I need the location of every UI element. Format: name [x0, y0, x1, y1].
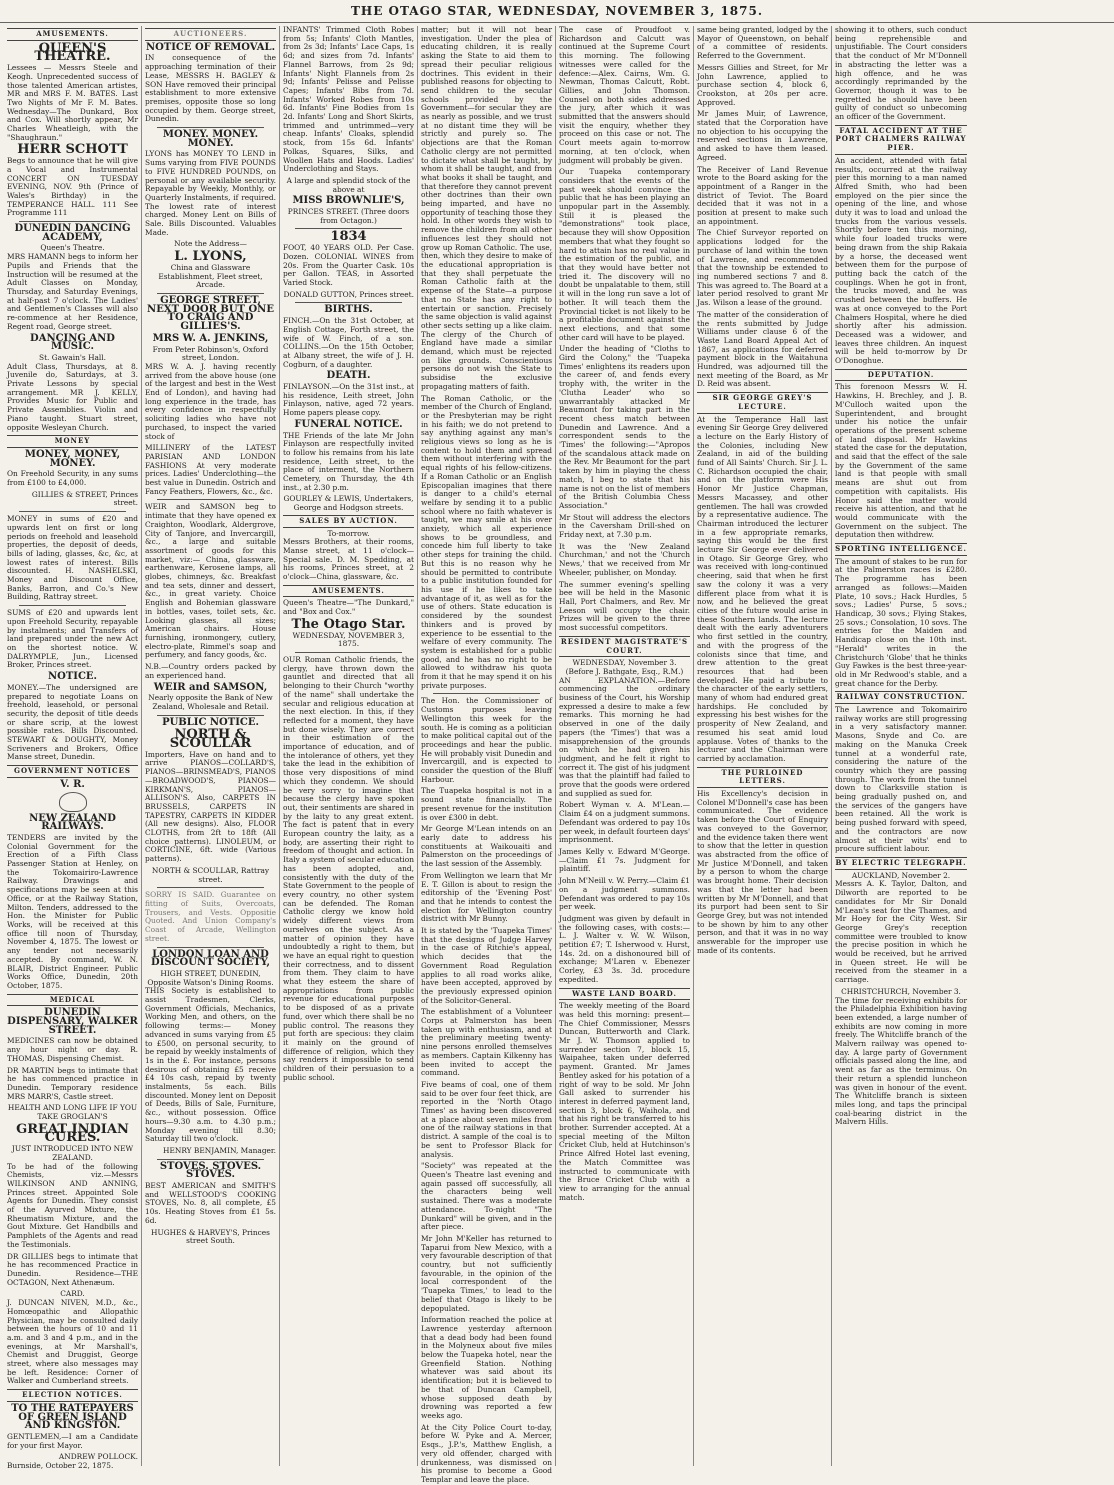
section-heading: AMUSEMENTS.: [7, 28, 138, 41]
ad-signature: HUGHES & HARVEY'S, Princes street South.: [151, 1227, 270, 1246]
ad-heading: PUBLIC NOTICE.: [162, 716, 259, 728]
section-heading: AUCTIONEERS.: [145, 28, 276, 41]
news-paragraph: Judgment was given by default in the following cases, with costs:—L. J. Walter v. W. W. Wilson, petition £7; T. Isherwood v. Hurst, 14s. 2d. on a dishonoured bill of exchange; M'Laren v. Ebenezer Corley, £3 3s. 3d. procedure expedited.: [559, 913, 690, 984]
news-paragraph: The establishment of a Volunteer Corps at Palmerston has been taken up with enthusiasm, and at the preliminary meeting twenty-nine persons enrolled themselves as members. Captain Kilkenny has been invited to accept the command.: [421, 1007, 552, 1078]
news-paragraph: The Hon. the Commissioner of Customs purposes leaving Wellington this week for the south. He is coming as a politician to make political capital out of the proceedings and hear the public. He will probably visit Dunedin and Invercargill, and is expected to consider the question of the Bluff Harbour.: [421, 696, 552, 784]
news-paragraph: Five beams of coal, one of them said to be over four feet thick, are reported in the 'North Otago Times' as having been discovered at a place about seven miles from one of the railway stations in that district. A sample of the coal is to be sent to Professor Black for analysis.: [421, 1079, 552, 1159]
ad-subheading: JUST INTRODUCED INTO NEW ZEALAND.: [11, 1144, 134, 1162]
ad-signature: ANDREW POLLOCK.: [58, 1452, 138, 1462]
news-paragraph: The matter of the consideration of the rents submitted by Judge Williams under clause 6 of the Waste Land Board Appeal Act of 1867, as applications for deferred payment block in the Waitahuna Hundred, was adjourned till the next meeting of the Board, as Mr D. Reid was absent.: [697, 309, 828, 389]
ad-text: Importers, Have on hand and to arrive PIANOS—COLLARD'S, PIANOS—BRINSMEAD'S, PIANOS—BROADWOOD'S, PIANOS—KIRKMAN'S, PIANOS—ALLISON'S. Also, CARPETS IN BRUSSELS, CARPETS IN TAPESTRY, CARPETS IN KIDDER (All new designs). Also, FLOOR CLOTHS, from 2ft to 18ft (All choice patterns). LINOLEUM, or CORTICINE, 6ft. wide (Various patterns).: [145, 749, 276, 864]
news-paragraph: The time for receiving exhibits for the Philadelphia Exhibition having been extended, a large number of exhibits are now coming in more freely. The Whitcliffe branch of the Malvern railway was opened to-day. A large party of Government officials passed along the line, and went as far as the terminus. On their return a splendid luncheon was given in honour of the event. The Whitcliffe branch is sixteen miles long, and taps the principal coal-bearing district in the Malvern Hills.: [835, 995, 967, 1127]
ad-text: THIS Society is established to assist Tradesmen, Clerks, Government Officials, Mechanics, Working Men, and others, on the following terms:— Money advanced in sums varying from £5 to £500, on personal security, to be repaid by weekly instalments of 1s in the £. For instance, persons desirous of obtaining £5 receive £4 10s cash, repaid by twenty instalments, 5s each. Bills discounted. Money lent on Deposit of Deeds, Bills of Sale, Furniture, &c., without possession. Office hours—9.30 a.m. to 4.30 p.m.; Monday evening till 8.30; Saturday till two o'clock.: [145, 986, 276, 1144]
section-heading: SIR GEORGE GREY'S LECTURE.: [697, 392, 828, 413]
ad-subheading: Note the Address—: [174, 239, 247, 249]
notice-heading: DEATH.: [326, 370, 371, 382]
ad-text: Lessees — Messrs Steele and Keogh. Unprecedented success of those talented American artistes, MR and MRS F. M. BATES. Last Two Nights of Mr F. M. Bates. Wednesday—The Dunkard, Box and Cox. Will shortly appear, Mr Charles Wheatleigh, with the "Shaughraun.": [7, 63, 138, 142]
ad-heading: L. LYONS,: [174, 249, 247, 265]
ad-text: TENDERS are invited by the Colonial Government for the Erection of a Fifth Class Passenger Station at Henley, on the Tokomairiro-Lawrence Railway. Drawings and specifications may be seen at this Office, or at the Railway Station, Milton. Tenders, addressed to the Hon. the Minister for Public Works, will be received at this office till noon of Thursday, November 4, 1875. The lowest or any tender not necessarily accepted. By command, W. N. BLAIR, District Engineer. Public Works Office, Dunedin, 20th October, 1875.: [7, 832, 138, 990]
ad-heading: WEIR and SAMSON,: [153, 681, 268, 693]
section-heading: SALES BY AUCTION.: [283, 515, 414, 528]
ad-heading: DUNEDIN DISPENSARY, WALKER STREET.: [7, 1007, 138, 1036]
column-2: [142, 26, 280, 1466]
ad-text: GENTLEMEN,—I am a Candidate for your first Mayor.: [7, 1431, 138, 1450]
news-paragraph: Messrs Gillies and Street, for Mr John Lawrence, applied to purchase section 4, block 6, Crookston, at 20s per acre. Approved.: [697, 62, 828, 107]
notice-text: THE Friends of the late Mr John Finlayson are respectfully invited to follow his remains from his late residence, Leith street, to the place of interment, the Northern Cemetery, on Thursday, the 4th inst., at 2.30 p.m.: [283, 430, 414, 492]
ad-heading: NEW ZEALAND RAILWAYS.: [29, 812, 116, 833]
news-paragraph: "Society" was repeated at the Queen's Theatre last evening and again passed off successfully, all the characters being well sustained. There was a moderate attendance. To-night "The Dunkard" will be given, and in the after piece.: [421, 1161, 552, 1232]
divider: [157, 1159, 264, 1160]
section-heading: SPORTING INTELLIGENCE.: [835, 543, 967, 556]
divider: [295, 302, 402, 303]
royal-cypher: V. R.: [60, 778, 85, 790]
ad-text: MRS W. A. J. having recently arrived from the above house (one of the largest and best in the West End of London), and having had long experience in the trade, has every confidence in respectfully soliciting ladies who have not purchased, to inspect the varied stock of: [145, 361, 276, 441]
column-6: [694, 26, 832, 1466]
ad-text: MILLINERY of the LATEST PARISIAN AND LONDON FASHIONS At very moderate prices. Ladies' Underclothing—the best value in Dunedin. Ostrich and Fancy Feathers, Flowers, &c., &c.: [145, 443, 276, 496]
notice-text: FINCH.—On the 31st October, at English Cottage, Forth street, the wife of W. Finch, of a son. COLLINS.—On the 15th October, at Albany street, the wife of J. H. Cogburn, of a daughter.: [283, 316, 414, 369]
divider: [295, 652, 402, 653]
section-heading: WASTE LAND BOARD.: [559, 988, 690, 1001]
ad-text: DR GILLIES begs to intimate that he has recommenced Practice in Dunedin. Residence—THE OCTAGON, Next Athenæum.: [7, 1251, 138, 1287]
court-before: (Before J. Bathgate, Esq., R.M.): [565, 666, 684, 676]
ad-heading: HEALTH AND LONG LIFE IF YOU TAKE GROGLAN'S: [7, 1103, 138, 1122]
news-paragraph: The weekly meeting of the Board was held this morning: present—The Chief Commissioner, Messrs Duncan, Butterworth and Clark. Mr J. W. Thomson applied to surrender section 7, block 15, Waipahee, taken under deferred payment. Granted. Mr James Bentley asked for his potation of a right of way to be sold. Mr John Gall asked to surrender his interest in deferred payment land, section 3, block 6, Waihola, and that his right be transferred to his brother. Surrender accepted. At a special meeting of the Milton Cricket Club, held at Hutchinson's Prince Alfred Hotel last evening, the Match Committee was instructed to communicate with the Bruce Cricket Club with a view to arranging for the annual match.: [559, 1001, 690, 1202]
ad-text: INFANTS' Trimmed Cloth Robes from 5s; Infants' Cloth Mantles, from 2s 3d; Infants' Lace Caps, 1s 6d; and sizes from 7d. Infants' Flannel Barrows, from 2s 9d; Infants' Night Flannels from 2s 9d; Infants' Pelisse and Pelisse Capes; Infants' Bibs from 7d. Infants' Worked Robes from 10s 6d. Infants' Fine Bodies from 1s 2d. Infants' Long and Short Skirts, trimmed and untrimmed—very cheap. Infants' Cloaks, splendid stock, from 15s 6d. Infants' Polkas, Squares, Silks, and Woollen Hats and Hoods. Ladies' Underclothing and Stays.: [283, 25, 414, 174]
news-paragraph: The Chief Surveyor reported on applications lodged for the purchase of land within the town of Lawrence, and recommended that the township be extended to ing numbered sections 7 and 8. This was agreed to. The Board at a later period resolved to grant Mr Jas. Wilson a lease of the ground.: [697, 228, 828, 308]
column-4: [418, 25, 556, 1484]
ad-heading: DANCING AND MUSIC.: [30, 332, 115, 353]
ad-heading: HERR SCHOTT: [17, 142, 128, 158]
news-paragraph: Mr George M'Lean intends on an early date to address his constituents at Waikouaiti and Palmerston on the proceedings of the last session of the Assembly.: [421, 824, 552, 869]
news-paragraph: Information reached the police at Lawrence yesterday afternoon that a dead body had been found in the Molyneux about five miles below the Tuapeka hotel, near the Greenfield Station. Nothing whatever was said about its identification; but it is believed to be that of Duncan Campbell, whose supposed death by drowning was reported a few weeks ago.: [421, 1315, 552, 1420]
news-paragraph: Under the heading of "Cloths to Gird the Colony," the 'Tuapeka Times' enlightens its readers upon the career of, and fends every trophy with, the writer in the 'Clutha Leader' who so unwarrantably attacked Mr Beaumont for taking part in the recent chess match between Dunedin and Lawrence. And a correspondent sends to the 'Times' the following:—"Apropos of the scandalous attack made on the Rev. Mr Beaumont for the part taken by him in playing the chess match, I beg to state that his name is not on the list of members of the British Columbia Chess Association.": [559, 344, 690, 510]
ad-text: MONEY in sums of £20 and upwards lent on first or long periods on freehold and leasehold properties, the deposit of deeds, bills of lading, glasses, &c, &c, at lowest rates of interest. Bills discounted. H. NASHELSKI, Money and Discount Office, Banks, Barron, and Co.'s New Building, Rattray street.: [7, 514, 138, 602]
column-7: [832, 26, 970, 1466]
ad-date: Burnside, October 22, 1875.: [7, 1461, 114, 1471]
divider: [157, 887, 264, 888]
news-paragraph: At the Temperance Hall last evening Sir George Grey delivered a lecture on the Early History of the Colonies, including New Zealand, in aid of the building fund of All Saints' Church. Sir J. L. C. Richardson occupied the chair, and on the platform were His Honor Mr Justice Chapman, Messrs Macassey, and other gentlemen. The hall was crowded by a representative audience. The Chairman introduced the lecturer in a few appropriate remarks, saying this would be the first lecture Sir George ever delivered in Otago. Sir George Grey, who was received with long-continued cheering, said that when he first saw the colony it was a very different place from what it is now, and he believed the great cities of the future would arise in these Southern lands. The lecture dealt with the early adventurers who first settled in the country, and with the progress of the colonists since that time, and drew attention to the great resources that had been developed. He paid a tribute to the character of the early settlers, many of whom had endured great hardships. He concluded by expressing his best wishes for the prosperity of New Zealand, and resumed his seat amid loud applause. Votes of thanks to the lecturer and the Chairman were carried by acclamation.: [697, 414, 828, 763]
section-heading: ELECTION NOTICES.: [7, 1389, 138, 1402]
ad-text: Begs to announce that he will give a Vocal and Instrumental CONCERT ON TUESDAY EVENING, NOV. 9th (Prince of Wales's Birthday) in the TEMPERANCE HALL. 111 See Programme 111: [7, 156, 138, 218]
ad-text: LYONS has MONEY TO LEND in Sums varying from FIVE POUNDS to FIVE HUNDRED POUNDS, on personal or any available security. Repayable by Weekly, Monthly, or Quarterly Instalments, if required. The lowest rate of interest charged. Money Lent on Bills of Sale. Bills Discounted. Valuables Made.: [145, 149, 276, 237]
notice-heading: BIRTHS.: [324, 304, 373, 316]
news-paragraph: It was the 'New Zealand Churchman,' and not the 'Church News,' that we received from Mr Wheeler, publisher, on Monday.: [559, 541, 690, 577]
ad-text: MRS HAMANN begs to inform her Pupils and Friends that the Instruction will be resumed at the Adult Classes on Monday, Thursday, and Saturday Evenings, at half-past 7 o'clock. The Ladies' and Gentlemen's Classes will also re-commence at her Residence, Regent road, George street.: [7, 252, 138, 331]
news-paragraph: This forenoon Messrs W. H. Hawkins, H. Brechley, and J. B. M'Culloch waited upon the Superintendent, and brought under his notice the unfair operations of the present scheme of land disposal. Mr Hawkins stated the case for the deputation, and said that the effect of the sale by the Government of the same land is that people with small means are shut out from competition with capitalists. His Honor said the matter would receive his attention, and that he would communicate with the Government on the subject. The deputation then withdrew.: [835, 382, 967, 540]
notice-heading: FUNERAL NOTICE.: [294, 418, 403, 430]
notice-text: Messrs Brothers, at their rooms, Manse street, at 11 o'clock—Special sale. D. M. Spedding, at his rooms, Princes street, at 2 o'clock—China, glassware, &c.: [283, 537, 414, 582]
divider: [19, 221, 126, 222]
ad-text: J. DUNCAN NIVEN, M.D., &c., Homœopathic and Allopathic Physician, may be consulted daily between the hours of 10 and 11 a.m. and 3 and 4 p.m., and in the evenings, at Mr Marshall's, Chemist and Druggist, George street, where also messages may be left. Residence: Corner of Walker and Cumberland streets.: [7, 1298, 138, 1386]
ad-signature: GOURLEY & LEWIS, Undertakers, George and Hodgson streets.: [283, 494, 414, 513]
ad-heading: STOVES. STOVES. STOVES.: [159, 1160, 262, 1181]
ad-text: FOOT, 40 YEARS OLD. Per Case. Dozen. COLONIAL WINES from 20s. From the Quarter Cask. 10s per Gallon. TEAS, in Assorted Varied Stock.: [283, 243, 414, 287]
column-1: [4, 26, 142, 1471]
news-paragraph: same being granted, lodged by the Mayor of Queenstown, on behalf of a committee of residents. Referred to the Government.: [697, 25, 828, 61]
news-paragraph: The Tuapeka hospital is not in a sound state financially. The present revenue for the institution is over £300 in debt.: [421, 786, 552, 822]
ad-heading: NOTICE OF REMOVAL.: [145, 41, 276, 53]
divider: [157, 127, 264, 128]
ad-text: On Freehold Security, in any sums from £100 to £4,000.: [7, 469, 138, 488]
section-heading: GOVERNMENT NOTICES: [7, 765, 138, 778]
ad-signature: NORTH & SCOULLAR, Rattray street.: [151, 865, 270, 884]
ad-text: N.B.—Country orders packed by an experienced hand.: [145, 662, 276, 680]
ad-subheading: To-morrow.: [327, 528, 370, 538]
divider: [19, 511, 126, 512]
ad-text: To be had of the following Chemists, viz.—Messrs WILKINSON AND ANNING, Princes street. Appointed Sole Agents for Dunedin. They consist of the Ayurved Mixture, the Rheumatism Mixture, and the Gout Mixture. Get Handbills and Pamphlets of the Agents and read the Testimonials.: [7, 1161, 138, 1249]
divider: [157, 293, 264, 294]
news-paragraph: It is stated by the 'Tuapeka Times' that the designs of Judge Harvey in the case of Ritchie's appeal, which decides that the Government Road Regulation applies to all road works alike, have been accepted, approved by the previously expressed opinion of the Solicitor-General.: [421, 926, 552, 1005]
news-paragraph: John M'Neill v. W. Perry.—Claim £1 on a judgment summons. Defendant was ordered to pay 10s per week.: [559, 876, 690, 912]
editorial-text: OUR Roman Catholic friends, the clergy, have thrown down the gauntlet and directed that all belonging to their Church "worthy of the name" shall undertake the secular and religious education at the next election. In this, if they reflected for a moment, they have but done wisely. They are correct in their estimation of the importance of education, and of the intolerance of others, yet they take the lead in the exhibition of those very dispositions of mind which they condemn. We should be very sorry to imagine that because the clergy have spoken out, their sentiments are shared in by the laity to any great extent. The fact is patent that in every European country the laity, as a body, are asserting their right to freedom of thought and action. In Italy a system of secular education has been adopted, and, consistently with the duty of the State Government to the people of every country, no other system can be defended. The Roman Catholic clergy we know hold widely different views from ourselves on the subject. As a matter of opinion they have undoubtedly a right to them, but we have an equal right to question their correctness, and to dissent from them. They claim to have what they esteem the share of appropriations from public revenue for educational purposes to be disposed of as a private fund, over which there shall be no public control. The reasons they put forth are specious: they claim it mainly on the ground of difference of religion, which they say renders it impossible to send children of their persuasion to a public school.: [283, 655, 414, 1082]
news-paragraph: Our Tuapeka contemporary considers that the events of the past week should convince the public that he has been playing an unpopular part in the Assembly. Still it is pleased the "demonstrations" took place, because they will show Opposition members that what they fought so hard to attain has no real value in the estimation of the public, and that they would have better not tried it. The discovery will no doubt be unpalatable to them, still it will in the long run save a lot of bother. It will teach them the Provincial ticket is not likely to be a profitable document against the next elections, and that some other card will have to be played.: [559, 167, 690, 342]
section-heading: FATAL ACCIDENT AT THE PORT CHALMERS RAILWAY PIER.: [835, 125, 967, 155]
section-heading: AMUSEMENTS.: [283, 585, 414, 598]
ad-subheading: A large and splendid stock of the above at: [286, 175, 411, 194]
news-paragraph: The Receiver of Land Revenue wrote to the Board asking for the appointment of a Ranger in the district of Teviot. The Board decided that it was not in a position at present to make such an appointment.: [697, 164, 828, 226]
section-heading: RESIDENT MAGISTRATE'S COURT.: [559, 636, 690, 657]
ad-text: MEDICINES can now be obtained any hour night or day. R. THOMAS, Dispensing Chemist.: [7, 1036, 138, 1063]
ad-heading: GREAT INDIAN CURES.: [16, 1121, 129, 1146]
section-heading: MEDICAL: [7, 994, 138, 1007]
news-paragraph: At the City Police Court to-day, before W. Pyke and A. Mercer, Esqs., J.P.'s, Matthew English, a very old offender, charged with drunkenness, was dismissed on his promise to become a Good Templar and leave the place.: [421, 1422, 552, 1484]
ad-text: BEST AMERICAN and SMITH'S and WELLSTOOD'S COOKING STOVES, No. 8, all complete, £5 10s. Heating Stoves from £1 5s. 6d.: [145, 1181, 276, 1225]
ad-heading: 1834: [330, 229, 367, 245]
ad-subheading: HIGH STREET, DUNEDIN, Opposite Watson's Dining Rooms.: [147, 968, 274, 987]
section-heading: BY ELECTRIC TELEGRAPH.: [835, 857, 967, 870]
news-paragraph: The Lawrence and Tokomairiro railway works are still progressing in a very satisfactory manner. Masons, Snyde and Co. are making on the Manuka Creek tunnel at a wonderful rate, considering the nature of the country which they are passing through. The work from the tunnel down to Clarksville station is being gradually pushed on, and the services of the gangers have been retained. All the work is being pushed forward with speed, and the contractors are now almost at their wits' end to procure sufficient labour.: [835, 705, 967, 854]
ad-subheading: PRINCES STREET. (Three doors from Octagon.): [287, 207, 410, 225]
divider: [157, 499, 264, 500]
news-paragraph: showing it to others, such conduct being reprehensible and unjustifiable. The Court considers that the conduct of Mr M'Donnell in abstracting the letter was a high offence, and he was accordingly reprimanded by the Governor, though it was to be regretted he should have been guilty of conduct so unbecoming an officer of the Government.: [835, 25, 967, 122]
divider: [433, 693, 540, 694]
ad-subheading: St. Gawain's Hall.: [39, 352, 106, 362]
ad-heading: NORTH & SCOULLAR: [169, 727, 252, 752]
editorial-text: The Roman Catholic, or the member of the Church of England, or the Presbyterian may be right in his faith; we do not pretend to say anything against any man's religious views so long as he is content to hold them and spread them without interfering with the equal rights of his fellow-citizens. If a Roman Catholic or an English Episcopalian imagines that there is danger to a child's eternal welfare by sending it to a public school where no faith whatever is taught, we may smile at his over anxiety, which all experience shows to be groundless, and concede him full liberty to take other steps for training the child. But this is no reason why he should be permitted to contribute to a public institution founded for his use if he likes to take advantage of it, as well as for the use of others. State education is considered by the soundest thinkers and is proved by experience to be essential to the welfare of every community. The system is established for a public good, and he has no right to be allowed to withdraw his quota from it that he may spend it on his private purposes.: [421, 393, 552, 690]
ad-text: IN consequence of the approaching termination of their Lease, MESSRS H. BAGLEY & SON Have removed their principal establishment to more extensive premises, opposite those so long occupied by them. George street, Dunedin.: [145, 53, 276, 124]
ad-heading: MONEY. MONEY. MONEY.: [162, 129, 259, 149]
news-paragraph: His Excellency's decision in Colonel M'Donnell's case has been communicated. The evidence taken before the Court of Enquiry was conveyed to the Governor, and the evidence taken there went to show that the letter in question was abstracted from the office of Mr Justice M'Donnell, and taken by a person to whom the charge was brought home. Their decision was that the letter had been written by Mr M'Donnell, and that its purport had been sent to Sir George Grey, but was not intended to be shown by him to any other person, and that it was in no way answerable for the improper use made of its contents.: [697, 789, 828, 955]
ad-heading: MISS BROWNLIE'S,: [292, 195, 405, 207]
paper-title: The Otago Star.: [291, 616, 406, 632]
news-paragraph: AN EXPLANATION.—Before commencing the ordinary business of the Court, his Worship expressed a desire to make a few remarks. This morning he had observed in one of the daily papers (the 'Times') that was a misapprehension of the grounds on which he had given his judgment, and he felt it right to correct it. The gist of his judgment was that the plaintiff had failed to prove that the goods were ordered and supplied as sued for.: [559, 675, 690, 798]
ad-heading: LONDON LOAN AND DISCOUNT SOCIETY,: [151, 948, 270, 969]
dateline: CHRISTCHURCH, November 3.: [841, 986, 961, 996]
news-paragraph: Mr Stout will address the electors in the Caversham Drill-shed on Friday next, at 7.30 p.m.: [559, 512, 690, 540]
column-5: [556, 26, 694, 1466]
ad-subheading: China and Glassware Establishment, Fleet street, Arcade.: [158, 262, 263, 290]
ad-heading: MRS W. A. JENKINS,: [152, 332, 269, 344]
ad-heading: QUEEN'S THEATRE.: [34, 40, 111, 65]
columns: [4, 25, 1110, 1484]
ad-text: Adult Class, Thursdays, at 8. Juvenile do, Saturdays, at 3. Private Lessons by special arrangement. MR J. KELLY, Provides Music for Public and Private Assemblies. Violin and Piano taught. Stuart street, opposite Wesleyan Church.: [7, 361, 138, 432]
paper-date: WEDNESDAY, NOVEMBER 3, 1875.: [292, 630, 405, 649]
ad-heading: NOTICE.: [47, 671, 98, 683]
divider: [19, 605, 126, 606]
royal-crest-icon: [59, 792, 87, 812]
news-paragraph: The case of Proudfoot v. Richardson and Calcutt was continued at the Supreme Court this morning. The following witnesses were called for the defence:—Alex. Cairns, Wm. G. Newman, Thomas Calcutt, Robt. Gillies, and John Thomson. Counsel on both sides addressed the jury, after which it was submitted that the answers should visit the enquiry, whether they proceed on this case or not. The Court meets again to-morrow morning, at ten o'clock, when judgment will probably be given.: [559, 25, 690, 165]
divider: [157, 947, 264, 948]
ad-text: DR MARTIN begs to intimate that he has commenced practice in Dunedin. Temporary residence MRS MARR'S, Castle street.: [7, 1065, 138, 1101]
dateline: AUCKLAND, November 2.: [851, 870, 951, 880]
section-heading: RAILWAY CONSTRUCTION.: [835, 691, 967, 704]
news-paragraph: Messrs A. K. Taylor, Dalton, and Dilworth are reported to be candidates for Mr Sir Donald M'Lean's seat for the Thames, and Mr Hoey for the City West. Sir George Grey's reception committee were troubled to know the precise position in which he would be received, but he arrived in Queen street. He will be received from the steamer in a carriage.: [835, 879, 967, 985]
news-paragraph: The amount of stakes to be run for at the Palmerston races is £280. The programme has been arranged as follows:—Maiden Plate, 10 sovs.; Hack Hurdles, 5 sovs.; Ladies' Purse, 5 sovs.; Handicap, 30 sovs.; Flying Stakes, 25 sovs.; Consolation, 10 sovs. The entries for the Maiden and Handicap close on the 10th inst. "Herald" writes in the Christchurch 'Globe' that he thinks Guy Fawkes is the best three-year-old in Mr Redwood's stable, and a great chance for the Derby.: [835, 556, 967, 688]
news-paragraph: The summer evening's spelling bee will be held in the Masonic Hall, Port Chalmers, and Rev. Mr Leeson will occupy the chair. Prizes will be given to the three most successful competitors.: [559, 579, 690, 633]
section-heading: MONEY: [7, 435, 138, 448]
column-3: [280, 26, 418, 1466]
ad-heading: GEORGE STREET, NEXT DOOR BUT ONE TO CRAIG AND GILLIES'S.: [147, 294, 274, 333]
section-heading: THE PURLOINED LETTERS.: [697, 767, 828, 788]
news-paragraph: An accident, attended with fatal results, occurred at the railway pier this morning to a man named Alfred Smith, who had been employed on the pier since the opening of the line, and whose duty it was to load and unload the trucks from the various vessels. Shortly before ten this morning, while four loaded trucks were being drawn from the ship Rakaia by a horse, the deceased went between them for the purpose of putting back the catch of the couplings. When he got in front, the trucks moved, and he was crushed between the buffers. He was at once conveyed to the Port Chalmers Hospital, where he died shortly after his admission. Deceased was a widower, and leaves three children. An inquest will be held to-morrow by Dr O'Donoghue.: [835, 155, 967, 366]
ad-subheading: Queen's Theatre.: [40, 243, 105, 253]
news-paragraph: James Kelly v. Edward M'George.—Claim £1 7s. Judgment for plaintiff.: [559, 846, 690, 874]
ad-heading: DUNEDIN DANCING ACADEMY,: [14, 223, 131, 243]
news-paragraph: Mr James Muir, of Lawrence, stated that the Corporation have no objection to his occupying the reserved sections in Lawrence, and asked to have them leased. Agreed.: [697, 109, 828, 162]
ad-heading: CARD.: [60, 1289, 85, 1299]
masthead: THE OTAGO STAR, WEDNESDAY, NOVEMBER 3, 1875.: [0, 0, 1114, 23]
section-heading: DEPUTATION.: [835, 369, 967, 382]
ad-text: MONEY.—The undersigned are prepared to negotiate Loans on freehold, leasehold, or personal security, the deposit of title deeds or share scrip, at the lowest possible rates. Bills Discounted. STEWART & DOUGHTY, Money Scriveners and Brokers, Office Manse street, Dunedin.: [7, 682, 138, 762]
news-paragraph: From Wellington we learn that Mr E. T. Gillon is about to resign the editorship of the 'Evening Post' and that he intends to contest the election for Wellington country district with Mr Bunny.: [421, 870, 552, 924]
news-paragraph: Mr John M'Keller has returned to Taparui from New Mexico, with a very favourable description of that country, but not sufficiently favourable, in the opinion of the local correspondent of the 'Tuapeka Times,' to lead to the belief that Otago is likely to be depopulated.: [421, 1233, 552, 1313]
editorial-text: matter; but it will not bear investigation. Under the plea of educating children, it is really asking the State to aid them to spread their peculiar religious doctrines. This evident in their published reasons for objecting to send children to the secular schools provided by the Government—for secular they are as nearly as possible, and we trust at no distant time they will be strictly and purely so. The objections are that the Roman Catholic clergy are not permitted to dictate what shall be taught, by whom it shall be taught, and from what books it shall be taught, and that therefore they cannot prevent other doctrines than their own being imparted, and have no opportunity of teaching those they hold. In other words they wish to remove the children from all other influences lest they should not grow up Roman Catholic. The use, then, which they desire to make of the educational appropriation is that they shall perpetuate the Roman Catholic faith at the expense of the State—a purpose that no State has any right to entertain or sanction. Precisely the same objection is valid against other sects setting up a like claim. The clergy of the Church of England have made a similar demand, which must be rejected on like grounds. Conscientious persons do not wish the State to subsidise the exclusive propagating matters of faith.: [421, 25, 552, 391]
ad-heading: MONEY, MONEY, MONEY.: [24, 448, 121, 469]
court-date: WEDNESDAY, November 3.: [572, 658, 677, 668]
ad-signature: GILLIES & STREET, Princes street.: [31, 489, 138, 508]
ad-signature: DONALD GUTTON, Princes street.: [283, 289, 414, 299]
ad-subheading: From Peter Robinson's, Oxford street, London.: [152, 344, 269, 363]
ad-signature: HENRY BENJAMIN, Manager.: [163, 1145, 276, 1155]
ad-text: SORRY IS SAID. Guarantee on fitting of Suits, Overcoats, Trousers, and Vests. Oppositie Quoted. And Union Company's Coast of Arcade, Wellington street.: [145, 890, 276, 943]
divider: [157, 715, 264, 716]
notice-text: FINLAYSON.—On the 31st inst., at his residence, Leith street, John Finlayson, native, aged 72 years. Home papers please copy.: [283, 382, 414, 418]
ad-text: WEIR and SAMSON beg to intimate that they have opened ex Craighton, Woodlark, Aldergrove, City of Tanjore, and Invercargill, &c., a large and suitable assortment of goods for this market, viz:— China, glassware, earthenware, Kerosene lamps, all globes, chimneys, &c. Breakfast and tea sets, dinner and dessert, &c., in great variety. Choice English and Bohemian glassware in bottles, vases, toilet sets, &c. Looking glasses, all sizes; American chairs. House furnishing, ironmongery, cutlery, electro-plate, Rimmel's soap and perfumery, and fancy goods, &c.: [145, 502, 276, 660]
ad-subheading: Nearly opposite the Bank of New Zealand, Wholesale and Retail.: [148, 693, 273, 711]
news-paragraph: Robert Wyman v. A. M'Lean.—Claim £4 on a judgment summons. Defendant was ordered to pay 10s per week, in default fourteen days' imprisonment.: [559, 800, 690, 845]
notice-text: Queen's Theatre—"The Dunkard," and "Box and Cox.": [283, 598, 414, 617]
ad-text: SUMS of £20 and upwards lent upon Freehold Security, repayable by instalments; and Transfers of land prepared under the new Act on the shortest notice. W. DALRYMPLE, Jun., Licensed Broker, Princes street.: [7, 608, 138, 670]
ad-heading: TO THE RATEPAYERS OF GREEN ISLAND AND KINGSTON.: [11, 1402, 134, 1432]
